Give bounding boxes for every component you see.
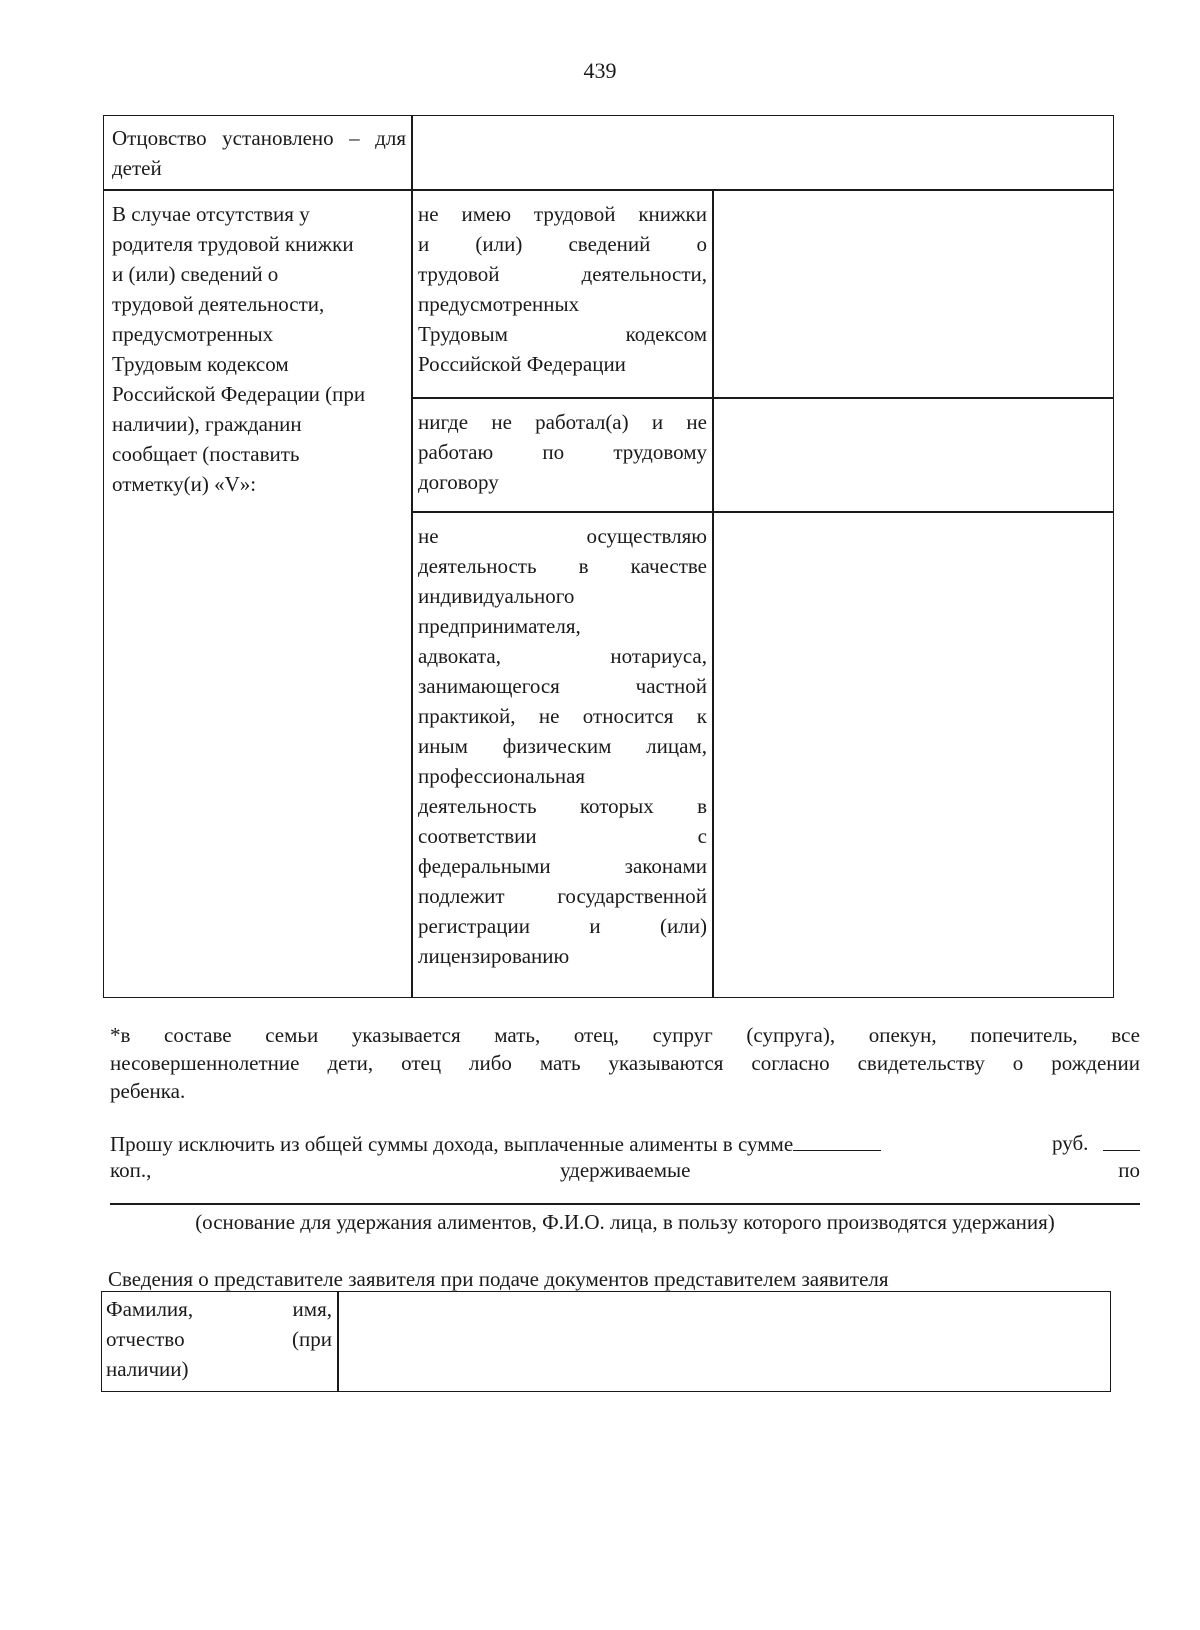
paternity-label: Отцовство установлено – для детей — [112, 126, 406, 180]
alimony-line-2 — [110, 1155, 1140, 1185]
fio-label: Фамилия, имя, отчество (при наличии) — [106, 1297, 332, 1381]
alimony-basis-field[interactable] — [110, 1203, 1140, 1205]
option-no-work-book-mark-cell[interactable] — [714, 191, 1112, 396]
fio-value-cell[interactable] — [339, 1293, 1109, 1390]
option-never-worked: нигде не работал(а) и не работаю по трудовому договору — [418, 410, 707, 494]
column-divider — [411, 115, 413, 998]
withheld-label: удерживаемые — [560, 1158, 691, 1182]
option-never-worked-mark-cell[interactable] — [714, 399, 1112, 510]
rub-label: руб. — [1052, 1131, 1089, 1155]
representative-heading: Сведения о представителе заявителя при подаче документов представителем заявителя — [108, 1267, 889, 1291]
option-no-work-book: не имею трудовой книжки и (или) сведений о трудовой деятельности, предусмотренных Трудовым кодексом Российской Федерации — [418, 202, 707, 376]
kop-label: коп., — [110, 1158, 152, 1182]
alimony-basis-caption: (основание для удержания алиментов, Ф.И.О. лица, в пользу которого производятся удержания) — [195, 1210, 1055, 1234]
alimony-rub-field[interactable] — [793, 1128, 881, 1151]
alimony-kop-field[interactable] — [1103, 1150, 1140, 1151]
absence-condition-label: В случае отсутствия у родителя трудовой книжки и (или) сведений о трудовой деятельности, предусмотренных Трудовым кодексом Российской Федерации (при наличии), гражданин сообщает (поставить отметку(и) «V»: — [112, 202, 366, 496]
paternity-value-cell[interactable] — [413, 117, 1112, 188]
option-no-entrepreneurship-mark-cell[interactable] — [714, 513, 1112, 997]
page-number: 439 — [583, 58, 617, 83]
family-footnote: *в составе семьи указывается мать, отец, супруг (супруга), опекун, попечитель, все несовершеннолетние дети, отец либо мать указываются согласно свидетельству о рождении ребенка. — [110, 1023, 1140, 1103]
option-no-entrepreneurship: не осуществляю деятельность в качестве индивидуального предпринимателя, адвоката, нотариуса, занимающегося частной практикой, не относится к иным физическим лицам, профессиональная деятельность которых в соответствии с федеральными законами подлежит государственной регистрации и (или) лицензированию — [418, 524, 707, 968]
po-label: по — [1118, 1158, 1140, 1182]
alimony-request-text: Прошу исключить из общей суммы дохода, выплаченные алименты в сумме — [110, 1132, 794, 1156]
